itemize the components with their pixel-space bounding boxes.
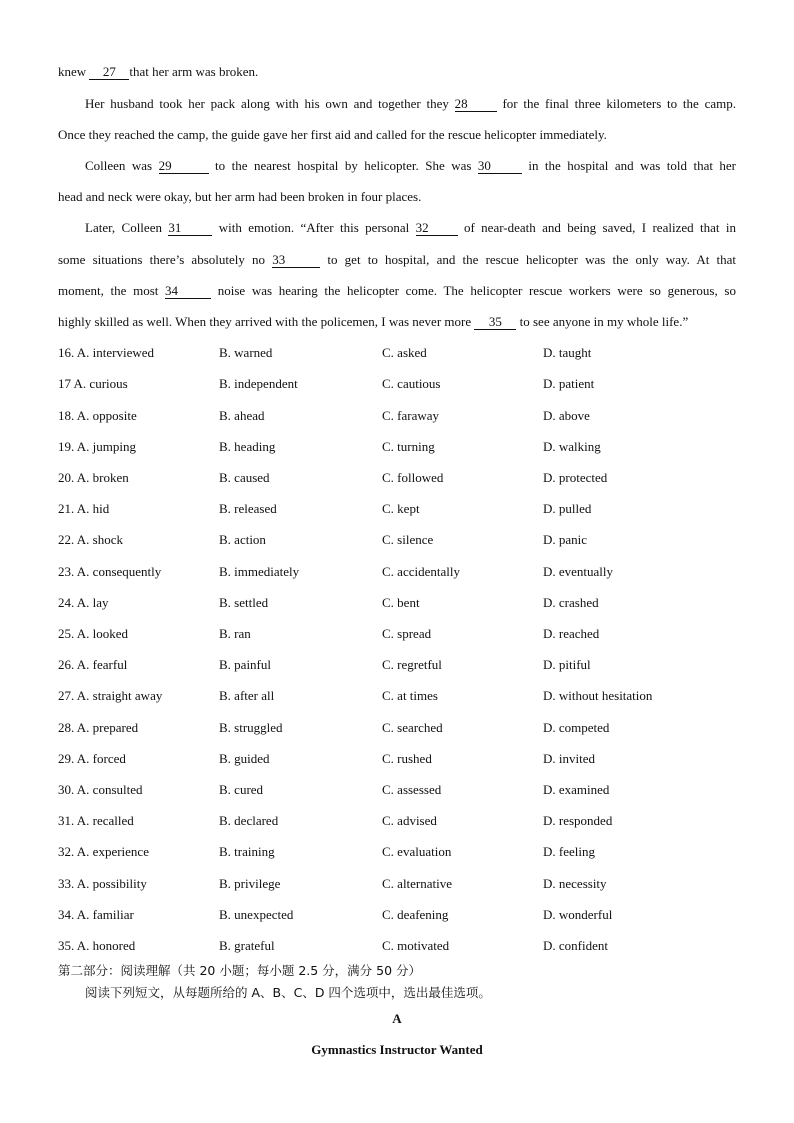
option-c: C. regretful <box>382 657 442 672</box>
option-row-30 <box>58 782 758 798</box>
passage-text: some situations there’s absolutely no <box>58 252 273 267</box>
answer-blank-30: 30 <box>478 159 522 174</box>
option-row-19 <box>58 439 758 455</box>
answer-blank-32: 32 <box>416 221 458 236</box>
option-row-25 <box>58 626 758 642</box>
passage-text: that her arm was broken. <box>129 64 259 79</box>
option-c: C. advised <box>382 813 437 828</box>
option-row-17 <box>58 376 758 392</box>
option-b: B. warned <box>219 345 273 360</box>
passage-text: Once they reached the camp, the guide gave her first aid and called for the rescue helicopter immediately. <box>58 127 607 142</box>
passage-text: for the final three kilometers to the camp. <box>496 96 736 111</box>
option-row-22 <box>58 532 758 548</box>
passage-text: to the nearest hospital by helicopter. She was <box>208 158 478 173</box>
answer-blank-35: 35 <box>474 315 516 330</box>
passage-text: to get to hospital, and the rescue helicopter was the only way. At that <box>320 252 736 267</box>
passage-title: Gymnastics Instructor Wanted <box>311 1042 483 1057</box>
option-c: C. bent <box>382 595 420 610</box>
option-d: D. patient <box>543 376 595 391</box>
option-c: C. silence <box>382 532 434 547</box>
option-b: B. guided <box>219 751 270 766</box>
option-a: 34. A. familiar <box>58 907 134 922</box>
option-a: 31. A. recalled <box>58 813 134 828</box>
option-b: B. grateful <box>219 938 275 953</box>
passage-text: in the hospital and was told that her <box>521 158 737 173</box>
answer-blank-34: 34 <box>165 284 211 299</box>
option-a: 26. A. fearful <box>58 657 128 672</box>
option-d: D. taught <box>543 345 592 360</box>
option-a: 23. A. consequently <box>58 564 162 579</box>
option-a: 19. A. jumping <box>58 439 137 454</box>
option-row-16 <box>58 345 758 361</box>
answer-blank-31: 31 <box>168 221 212 236</box>
option-a: 22. A. shock <box>58 532 123 547</box>
option-c: C. rushed <box>382 751 432 766</box>
option-b: B. declared <box>219 813 279 828</box>
option-d: D. without hesitation <box>543 688 653 703</box>
option-row-28 <box>58 720 758 736</box>
option-row-26 <box>58 657 758 673</box>
answer-blank-33: 33 <box>272 253 320 268</box>
passage-text: highly skilled as well. When they arrived with the policemen, I was never more <box>58 314 475 329</box>
option-c: C. faraway <box>382 408 440 423</box>
option-b: B. unexpected <box>219 907 294 922</box>
option-row-27 <box>58 688 758 704</box>
passage-line-6 <box>85 220 736 236</box>
option-c: C. at times <box>382 688 438 703</box>
option-a: 25. A. looked <box>58 626 129 641</box>
passage-text: head and neck were okay, but her arm had been broken in four places. <box>58 189 422 204</box>
option-c: C. asked <box>382 345 427 360</box>
option-a: 17 A. curious <box>58 376 128 391</box>
passage-text: of near-death and being saved, I realized that in <box>457 220 736 235</box>
option-b: B. struggled <box>219 720 283 735</box>
passage-text: Later, Colleen <box>85 220 169 235</box>
option-a: 35. A. honored <box>58 938 136 953</box>
option-b: B. ran <box>219 626 251 641</box>
option-a: 24. A. lay <box>58 595 109 610</box>
option-c: C. alternative <box>382 876 453 891</box>
option-a: 16. A. interviewed <box>58 345 155 360</box>
option-b: B. action <box>219 532 266 547</box>
option-d: D. invited <box>543 751 595 766</box>
passage-line-8 <box>58 283 736 299</box>
option-d: D. reached <box>543 626 600 641</box>
option-c: C. cautious <box>382 376 441 391</box>
option-b: B. settled <box>219 595 269 610</box>
option-c: C. spread <box>382 626 432 641</box>
option-c: C. kept <box>382 501 420 516</box>
option-row-34 <box>58 907 758 923</box>
option-b: B. heading <box>219 439 276 454</box>
passage-line-5 <box>58 189 736 205</box>
passage-text: Colleen was <box>85 158 159 173</box>
option-b: B. training <box>219 844 275 859</box>
option-d: D. above <box>543 408 590 423</box>
option-b: B. cured <box>219 782 264 797</box>
option-a: 20. A. broken <box>58 470 129 485</box>
passage-text: knew <box>58 64 90 79</box>
option-row-21 <box>58 501 758 517</box>
option-b: B. immediately <box>219 564 300 579</box>
option-c: C. turning <box>382 439 435 454</box>
option-row-29 <box>58 751 758 767</box>
passage-line-3 <box>58 127 736 143</box>
option-a: 18. A. opposite <box>58 408 137 423</box>
option-c: C. evaluation <box>382 844 452 859</box>
passage-line-1 <box>58 64 736 80</box>
option-row-18 <box>58 408 758 424</box>
option-d: D. pulled <box>543 501 592 516</box>
passage-label: A <box>392 1011 402 1026</box>
option-b: B. painful <box>219 657 271 672</box>
passage-text: moment, the most <box>58 283 166 298</box>
passage-line-9 <box>58 314 736 330</box>
option-b: B. after all <box>219 688 275 703</box>
section-heading: 第二部分：阅读理解（共 20 小题；每小题 2.5 分，满分 50 分） <box>58 963 422 978</box>
answer-blank-29: 29 <box>159 159 209 174</box>
option-c: C. searched <box>382 720 443 735</box>
option-b: B. caused <box>219 470 270 485</box>
option-row-31 <box>58 813 758 829</box>
option-c: C. assessed <box>382 782 442 797</box>
option-c: C. motivated <box>382 938 450 953</box>
passage-line-7 <box>58 252 736 268</box>
option-row-33 <box>58 876 758 892</box>
option-d: D. walking <box>543 439 601 454</box>
passage-text: Her husband took her pack along with his own and together they <box>85 96 455 111</box>
option-row-35 <box>58 938 758 954</box>
option-b: B. privilege <box>219 876 281 891</box>
answer-blank-28: 28 <box>455 97 497 112</box>
option-a: 32. A. experience <box>58 844 149 859</box>
option-a: 28. A. prepared <box>58 720 139 735</box>
passage-text: with emotion. “After this personal <box>212 220 416 235</box>
option-d: D. wonderful <box>543 907 613 922</box>
option-a: 29. A. forced <box>58 751 126 766</box>
passage-line-4 <box>85 158 736 174</box>
option-d: D. examined <box>543 782 610 797</box>
option-d: D. panic <box>543 532 588 547</box>
option-row-32 <box>58 844 758 860</box>
option-d: D. protected <box>543 470 608 485</box>
option-a: 33. A. possibility <box>58 876 147 891</box>
option-a: 21. A. hid <box>58 501 110 516</box>
option-d: D. crashed <box>543 595 599 610</box>
option-b: B. ahead <box>219 408 265 423</box>
option-d: D. competed <box>543 720 610 735</box>
option-c: C. followed <box>382 470 444 485</box>
option-d: D. feeling <box>543 844 595 859</box>
option-c: C. deafening <box>382 907 449 922</box>
section-instruction: 阅读下列短文，从每题所给的 A、B、C、D 四个选项中，选出最佳选项。 <box>85 985 491 1000</box>
option-d: D. confident <box>543 938 608 953</box>
option-row-23 <box>58 564 758 580</box>
option-row-24 <box>58 595 758 611</box>
option-c: C. accidentally <box>382 564 460 579</box>
option-row-20 <box>58 470 758 486</box>
option-d: D. responded <box>543 813 613 828</box>
option-d: D. pitiful <box>543 657 591 672</box>
option-d: D. necessity <box>543 876 607 891</box>
answer-blank-27: 27 <box>89 65 129 80</box>
passage-line-2 <box>85 96 736 112</box>
option-a: 30. A. consulted <box>58 782 143 797</box>
passage-text: noise was hearing the helicopter come. The helicopter rescue workers were so generous, so <box>211 283 736 298</box>
option-b: B. released <box>219 501 277 516</box>
option-d: D. eventually <box>543 564 614 579</box>
passage-text: to see anyone in my whole life.” <box>516 314 689 329</box>
option-a: 27. A. straight away <box>58 688 163 703</box>
option-b: B. independent <box>219 376 298 391</box>
